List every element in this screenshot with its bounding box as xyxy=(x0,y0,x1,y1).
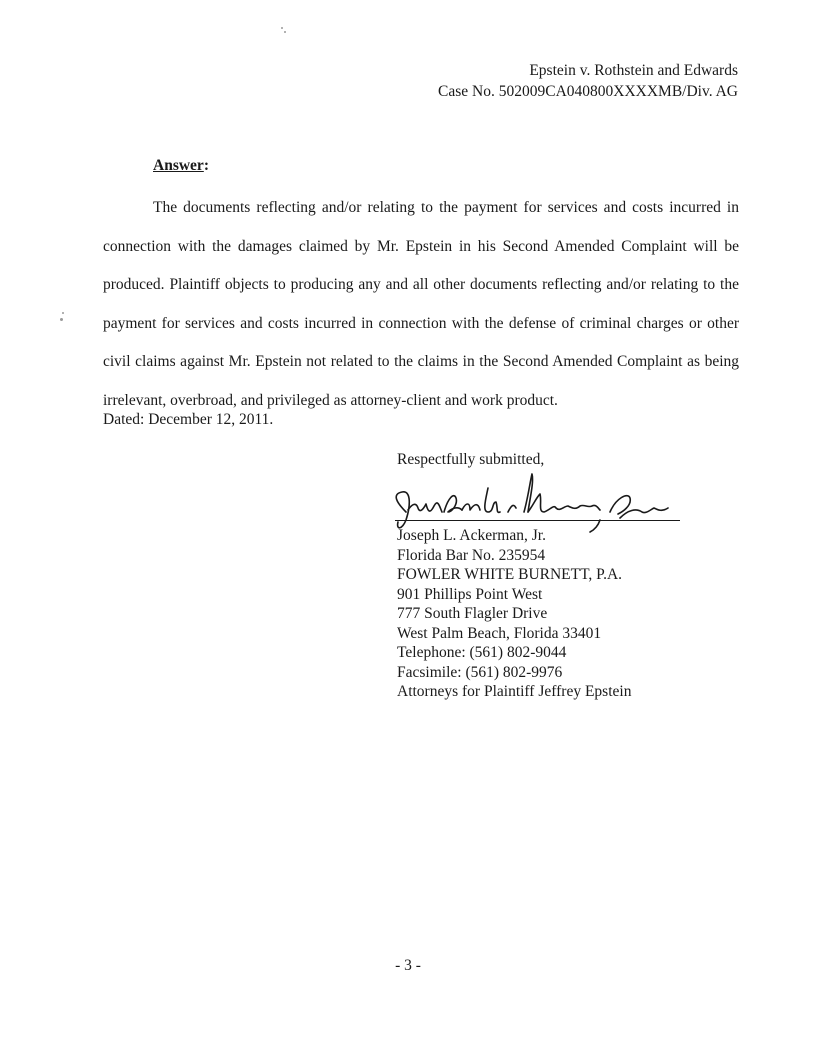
answer-heading xyxy=(153,157,209,175)
case-title: Epstein v. Rothstein and Edwards xyxy=(529,62,738,79)
scan-speck xyxy=(284,31,286,33)
telephone: Telephone: (561) 802-9044 xyxy=(397,644,567,661)
firm-name: FOWLER WHITE BURNETT, P.A. xyxy=(397,566,623,583)
answer-body: The documents reflecting and/or relating to the payment for services and costs incurred in connection with the damages claimed by Mr. Epstein in his Second Amended Complaint will be produced. Plaintiff objects to producing any and all other documents reflecting and/or relating to the payment for services and costs incurred in connection with the defense of criminal charges or other civil claims against Mr. Epstein not related to the claims in the Second Amended Complaint as being irrelevant, overbroad, and privileged as attorney-client and work product. xyxy=(103,199,739,409)
scan-speck xyxy=(281,27,283,29)
case-number: Case No. 502009CA040800XXXXMB/Div. AG xyxy=(438,83,738,100)
address-line-2: 777 South Flagler Drive xyxy=(397,605,548,622)
attorneys-for: Attorneys for Plaintiff Jeffrey Epstein xyxy=(397,683,632,700)
city-state-zip: West Palm Beach, Florida 33401 xyxy=(397,624,602,642)
answer-heading-colon: : xyxy=(203,157,209,174)
answer-heading-label: Answer xyxy=(153,157,204,174)
attorney-name: Joseph L. Ackerman, Jr. xyxy=(397,527,546,544)
dated-line: Dated: December 12, 2011. xyxy=(103,411,274,428)
closing-respectfully-submitted: Respectfully submitted, xyxy=(397,451,545,468)
bar-number: Florida Bar No. 235954 xyxy=(397,546,546,564)
signature-block xyxy=(397,526,631,702)
scan-speck xyxy=(62,312,64,314)
scan-speck xyxy=(60,318,63,321)
signature-line xyxy=(395,520,680,521)
facsimile: Facsimile: (561) 802-9976 xyxy=(397,663,563,681)
case-caption xyxy=(438,60,738,102)
address-line-1: 901 Phillips Point West xyxy=(397,585,543,603)
page-number: - 3 - xyxy=(395,957,421,974)
